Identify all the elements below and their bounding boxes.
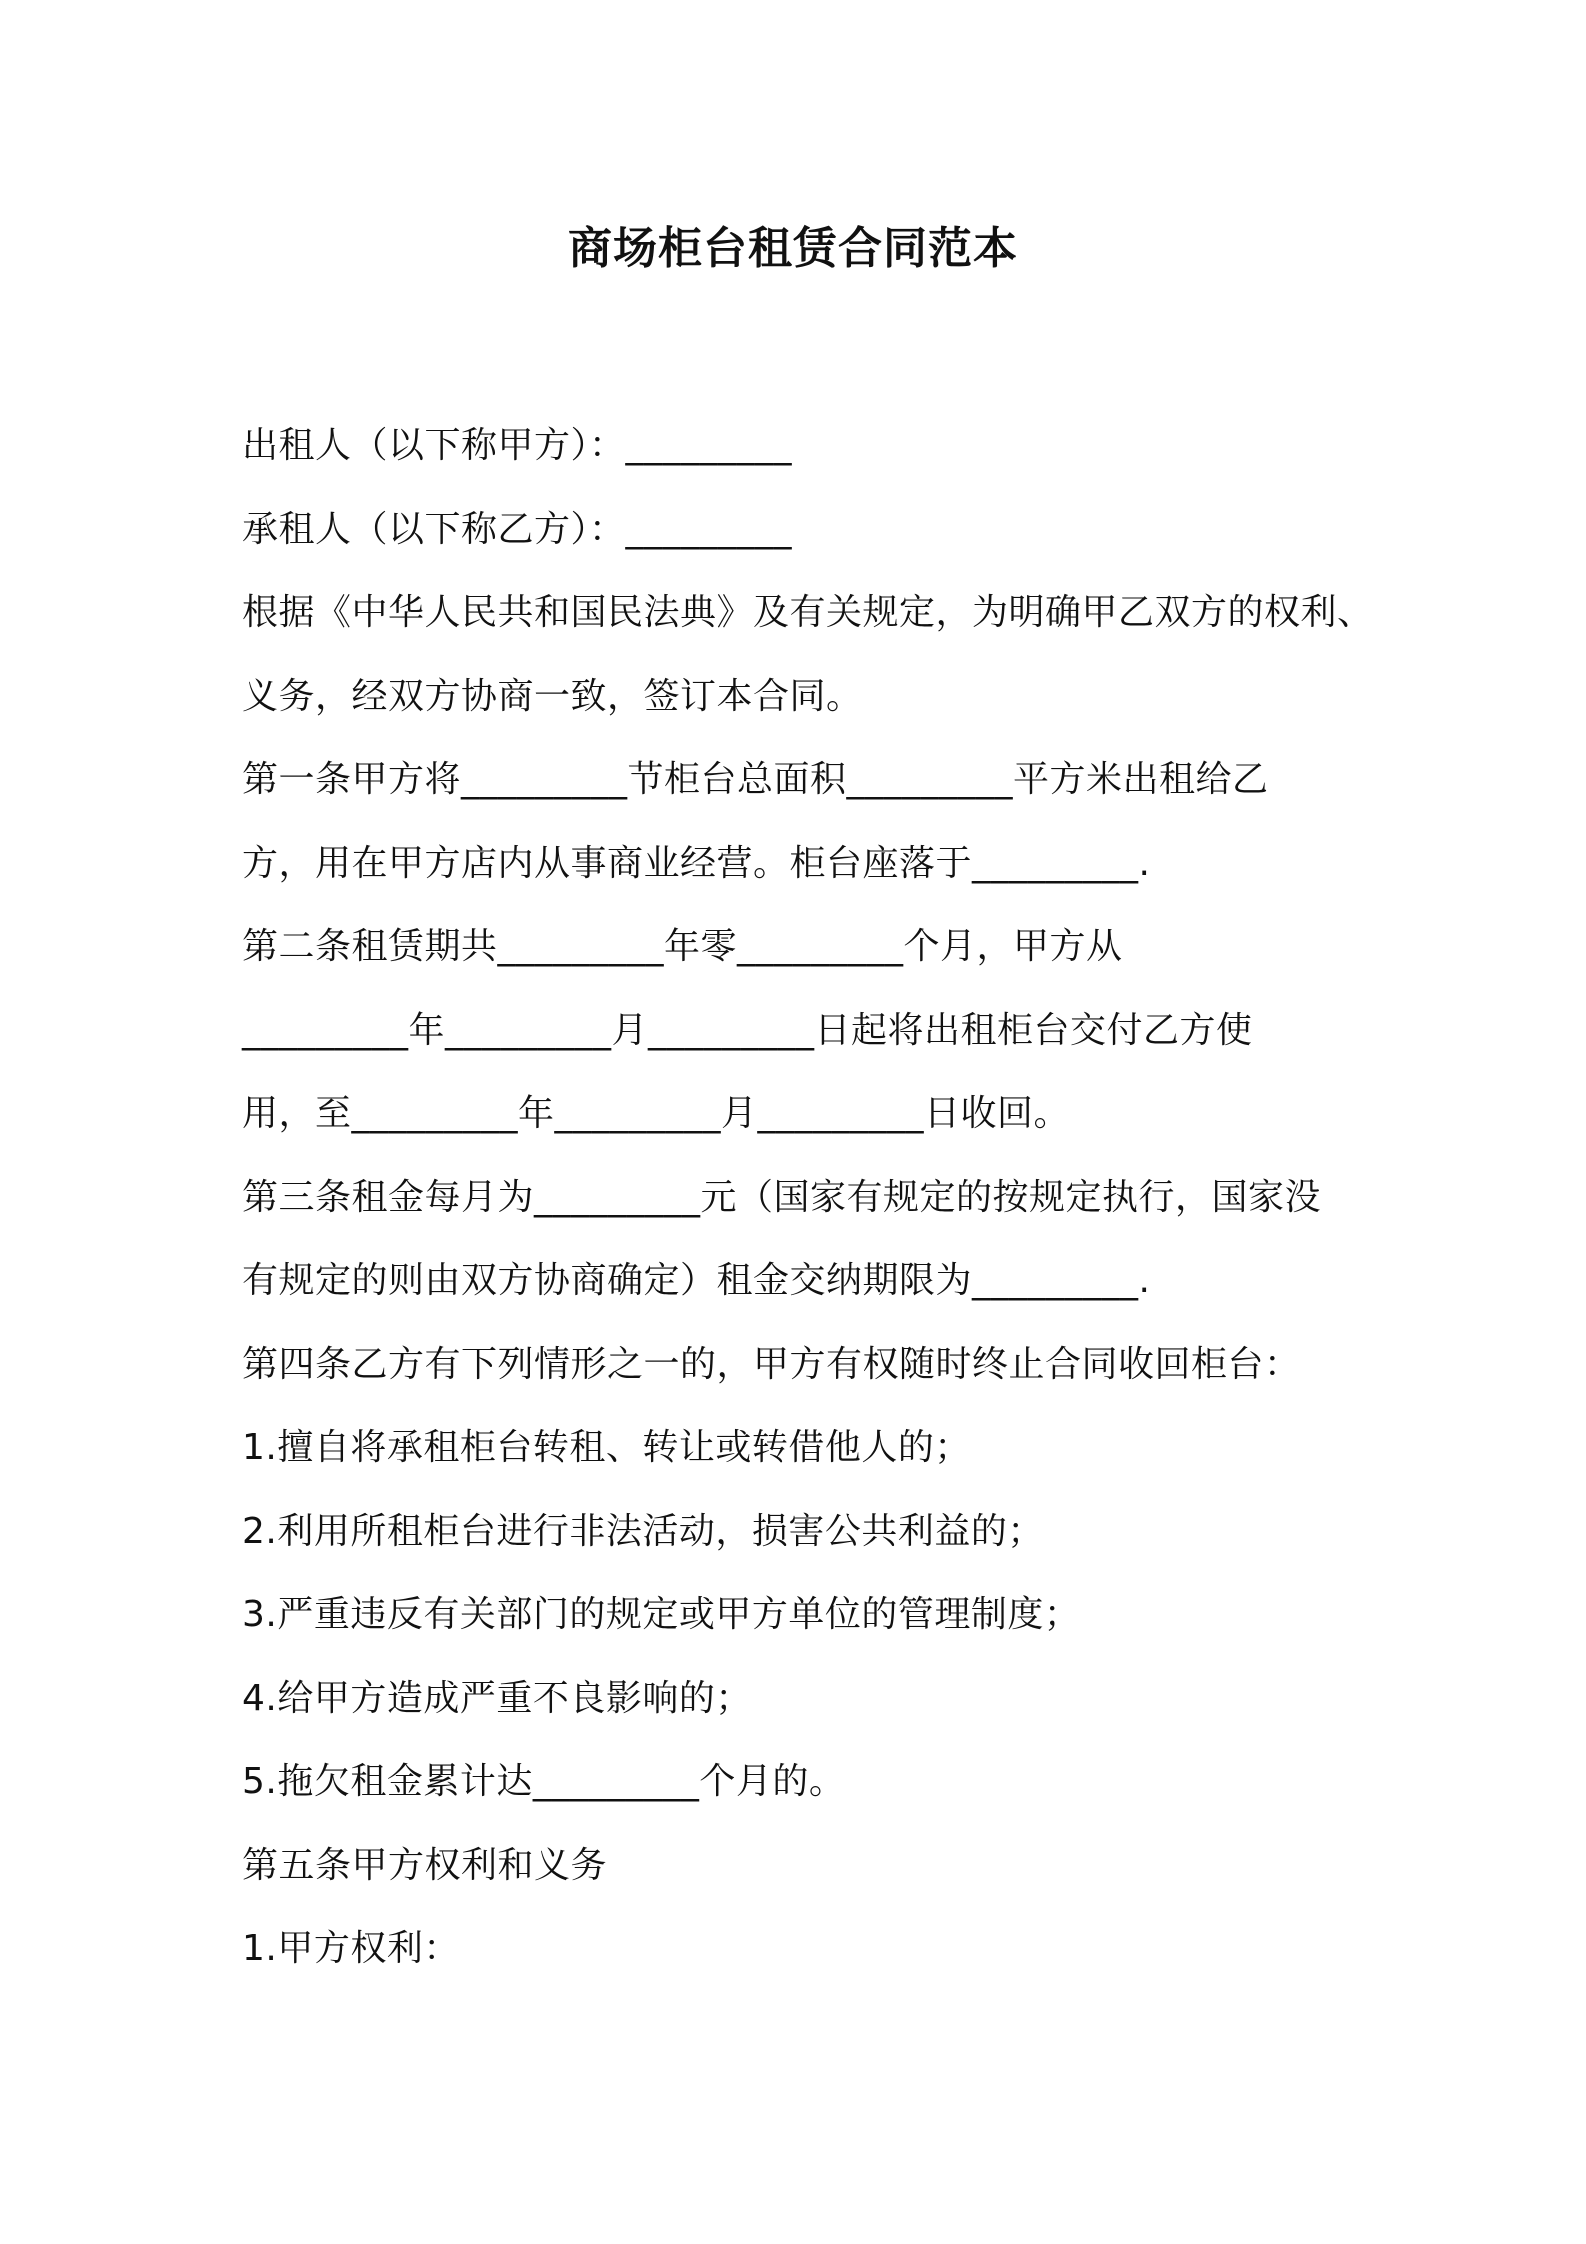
article-3-line: 有规定的则由双方协商确定）租金交纳期限为_________. (242, 1260, 1151, 1301)
article-4-item: 3.严重违反有关部门的规定或甲方单位的管理制度； (242, 1594, 1081, 1635)
article-1-line: 第一条甲方将_________节柜台总面积_________平方米出租给乙 (242, 759, 1269, 800)
preamble-line: 义务，经双方协商一致，签订本合同。 (242, 675, 863, 717)
article-4-item: 5.拖欠租金累计达_________个月的。 (242, 1761, 846, 1802)
document-title: 商场柜台租赁合同范本 (568, 223, 1018, 274)
article-2-line: 第二条租赁期共_________年零_________个月，甲方从 (242, 926, 1123, 967)
article-5-heading: 第五条甲方权利和义务 (242, 1844, 608, 1886)
party-a-line: 出租人（以下称甲方）：_________ (242, 425, 793, 466)
article-4-item: 1.擅自将承租柜台转租、转让或转借他人的； (242, 1427, 971, 1468)
article-3-line: 第三条租金每月为_________元（国家有规定的按规定执行，国家没 (242, 1176, 1322, 1218)
article-5-item: 1.甲方权利： (242, 1928, 460, 1969)
preamble-line: 根据《中华人民共和国民法典》及有关规定，为明确甲乙双方的权利、 (242, 592, 1374, 633)
article-1-line: 方，用在甲方店内从事商业经营。柜台座落于_________. (242, 842, 1151, 884)
article-2-line: 用，至_________年_________月_________日收回。 (242, 1093, 1071, 1134)
party-b-line: 承租人（以下称乙方）：_________ (242, 508, 793, 550)
article-4-item: 2.利用所租柜台进行非法活动，损害公共利益的； (242, 1510, 1044, 1552)
article-2-line: _________年_________月_________日起将出租柜台交付乙方使 (242, 1009, 1253, 1051)
article-4-item: 4.给甲方造成严重不良影响的； (242, 1677, 752, 1719)
document-body (242, 404, 1374, 1991)
article-4-line: 第四条乙方有下列情形之一的，甲方有权随时终止合同收回柜台： (242, 1343, 1301, 1385)
